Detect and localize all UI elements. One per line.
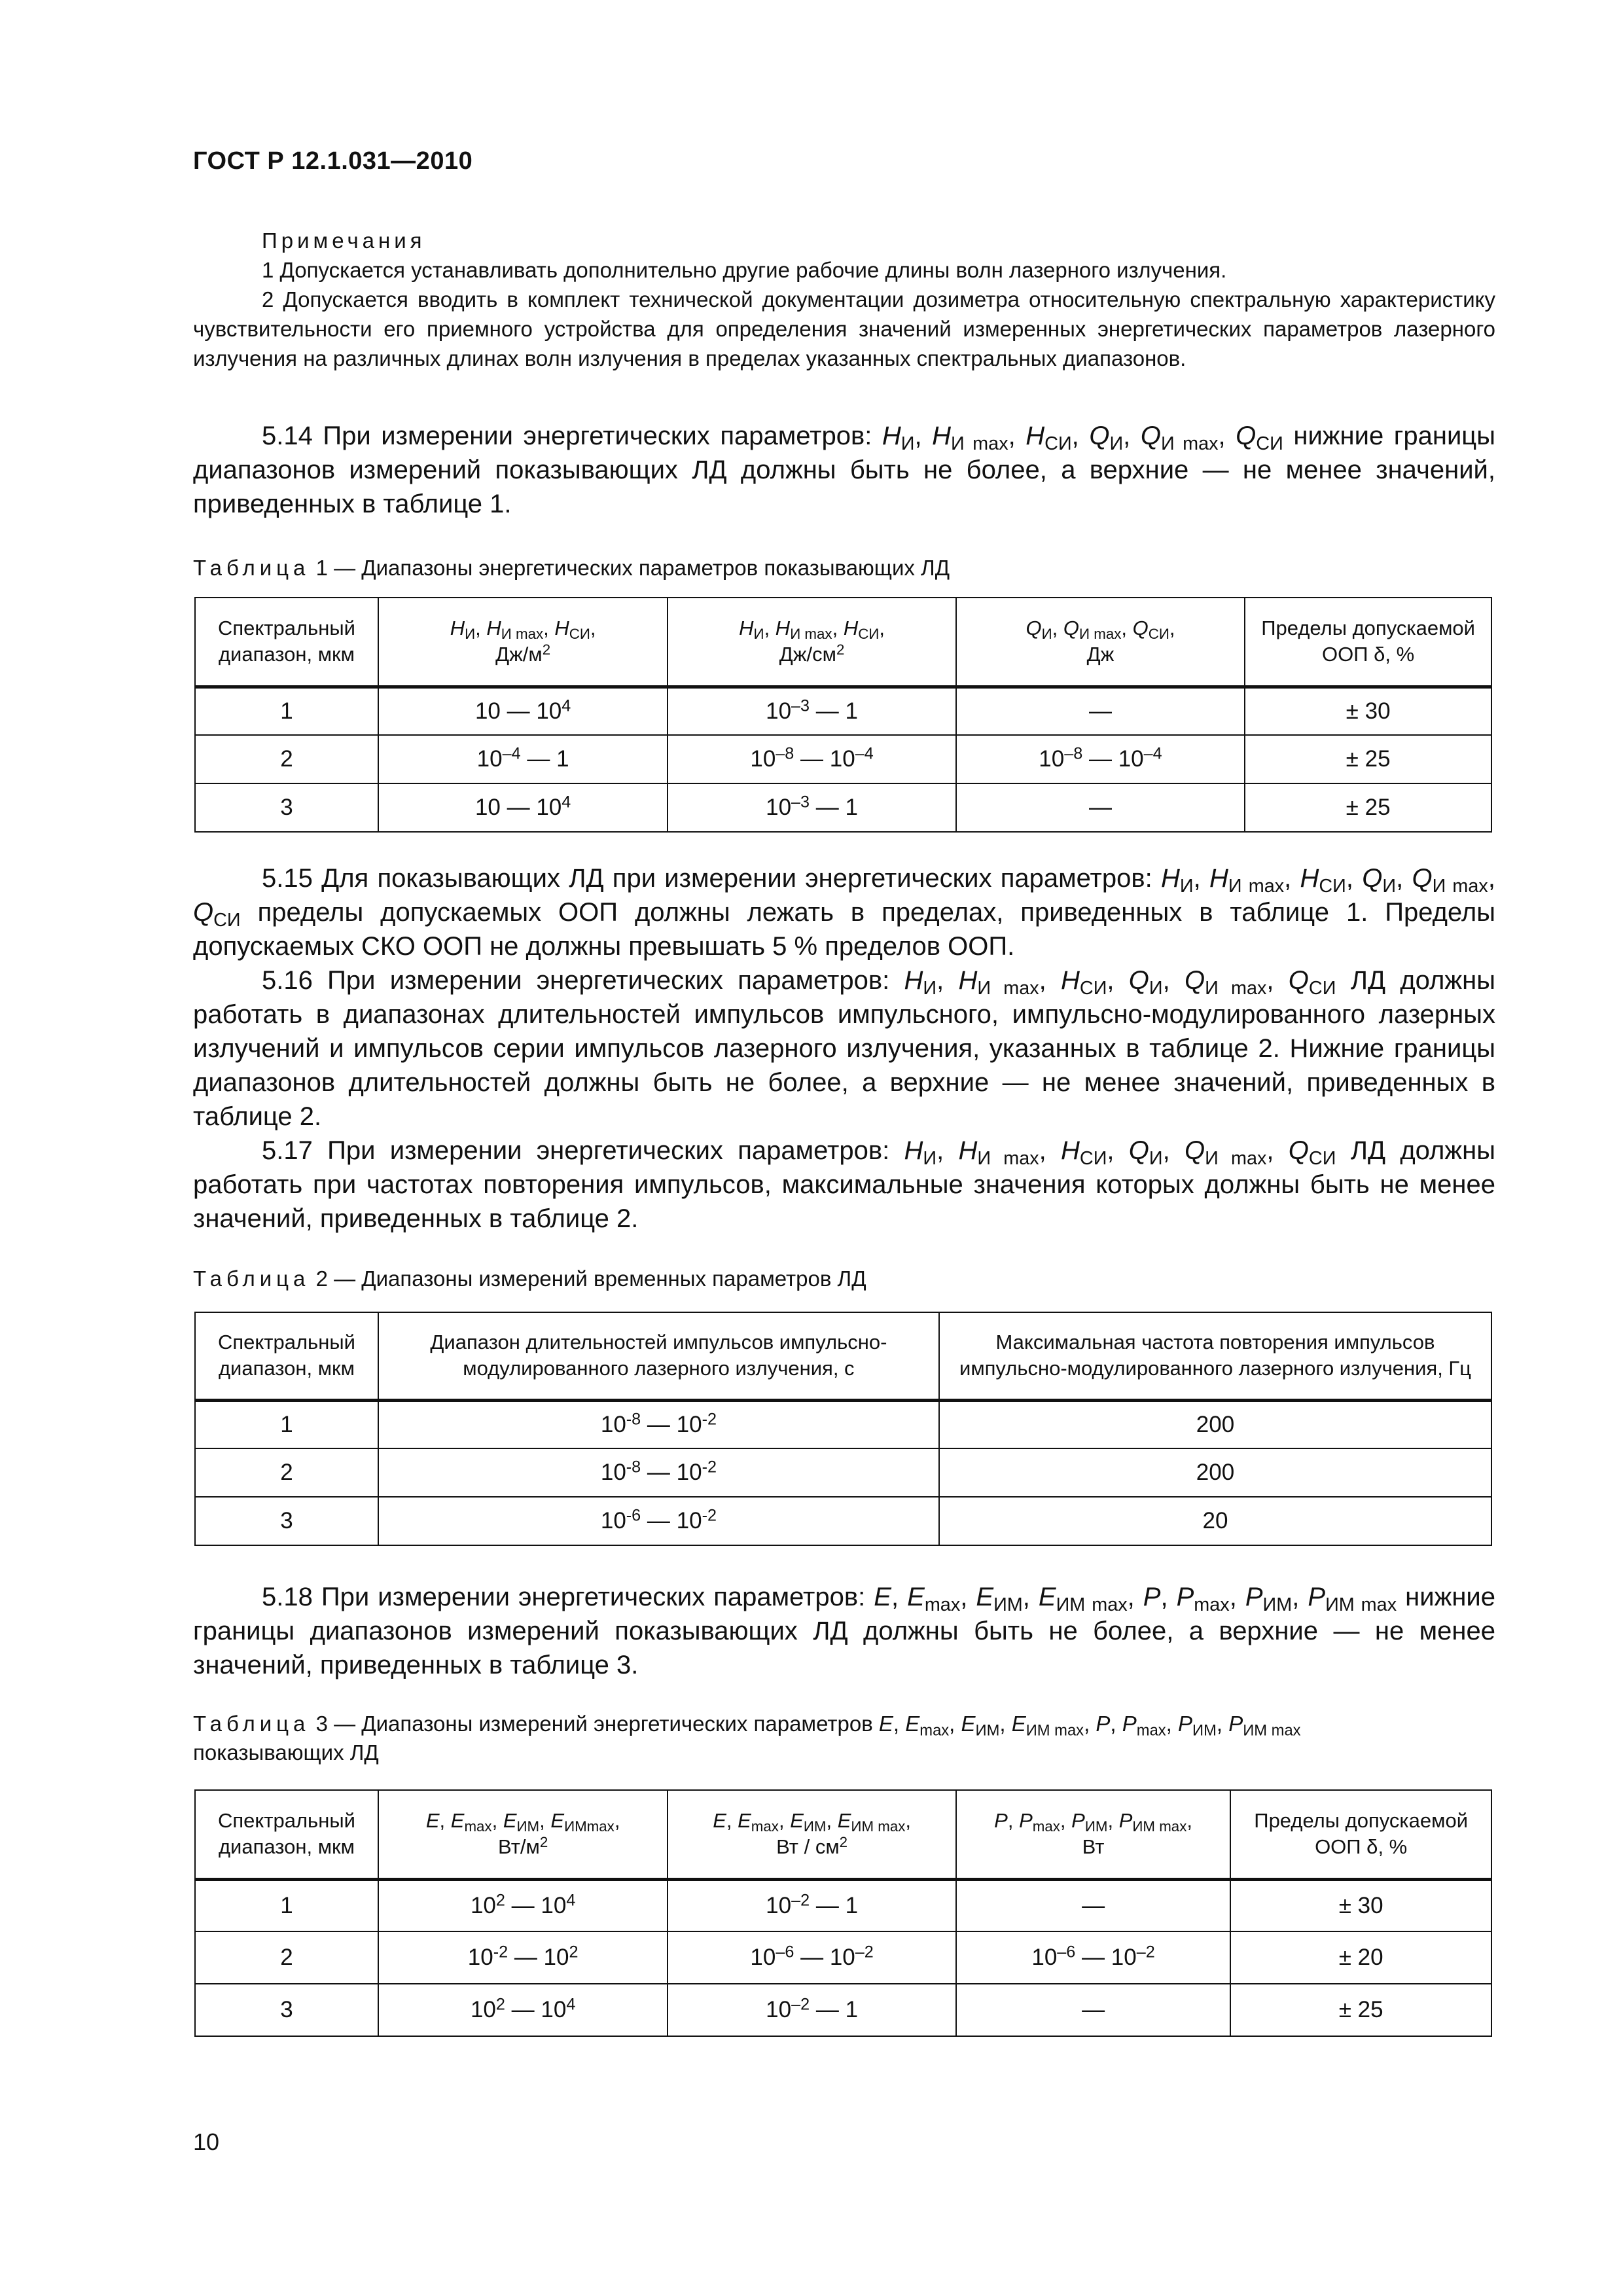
table-2 xyxy=(194,1312,1492,1546)
table-2-header-frequency: Максимальная частота повторения импульсов импульсно-модулированного лазерного излучения, Гц xyxy=(939,1312,1491,1400)
table-2-caption: Таблица 2 — Диапазоны измерений временных параметров ЛД xyxy=(193,1266,866,1291)
document-header: ГОСТ Р 12.1.031—2010 xyxy=(193,147,473,175)
notes-title: Примечания xyxy=(262,228,426,253)
table-1-header-q: $Q_И$, $Q_{И max}$, $Q_{СИ}$, Дж xyxy=(956,598,1245,687)
table-3-header-p: P, $P_{max}$, $P_{ИМ}$, $P_{ИМ max}$, Вт xyxy=(956,1790,1230,1879)
table-row: 3 10 — $10^4$ $10^{-3}$ — 1 — ± 25 xyxy=(195,783,1491,832)
table-row: 2 $10^{-8}$ — $10^{-2}$ 200 xyxy=(195,1448,1491,1497)
paragraph-5-15: 5.15 Для показывающих ЛД при измерении энергетических параметров: $H_И$, $H_{И max}$, $H_{СИ}$, $Q_И$, $Q_{И max}$, $Q_{СИ}$ пределы допускаемых ООП должны лежать в пределах, приведенных в таблице 1. Пределы допускаемых СКО ООП не должны превышать 5 % пределов ООП. xyxy=(193,864,1495,961)
table-3 xyxy=(194,1789,1492,2037)
paragraph-5-14: 5.14 При измерении энергетических параметров: $H_И$, $H_{И max}$, $H_{СИ}$, $Q_И$, $Q_{И max}$, $Q_{СИ}$ нижние границы диапазонов измерений показывающих ЛД должны быть не более, а верхние — не менее значений, приведенных в таблице 1. xyxy=(193,422,1495,518)
table-row: 1 $10^2$ — $10^4$ $10^{-2}$ — 1 — ± 30 xyxy=(195,1879,1491,1931)
table-1-header-h-m2: $H_И$, $H_{И max}$, $H_{СИ}$, $Дж/м^2$ xyxy=(378,598,668,687)
table-3-header-e-cm2: E, $E_{max}$, $E_{ИМ}$, $E_{ИМ max}$, Вт / $см^2$ xyxy=(668,1790,955,1879)
table-1-caption: Таблица 1 — Диапазоны энергетических параметров показывающих ЛД xyxy=(193,556,950,580)
note-2: 2 Допускается вводить в комплект технической документации дозиметра относительную спектральную характеристику чувствительности его приемного устройства для определения значений измеренных энергетических параметров лазерного излучения на различных длинах волн излучения в пределах указанных спектральных диапазонов. xyxy=(193,287,1495,370)
table-1-header-spectral: Спектральный диапазон, мкм xyxy=(195,598,378,687)
table-row: 3 $10^{-6}$ — $10^{-2}$ 20 xyxy=(195,1497,1491,1545)
table-row: 1 $10^{-8}$ — $10^{-2}$ 200 xyxy=(195,1400,1491,1448)
table-3-header-error: Пределы допускаемой ООП δ, % xyxy=(1230,1790,1491,1879)
paragraph-5-16: 5.16 При измерении энергетических параметров: $H_И$, $H_{И max}$, $H_{СИ}$, $Q_И$, $Q_{И max}$, $Q_{СИ}$ ЛД должны работать в диапазонах длительностей импульсов импульсного, импульсно-модулированного лазерных излучений и импульсов серии импульсов лазерного излучения, указанных в таблице 2. Нижние границы диапазонов длительностей должны быть не более, а верхние — не менее значений, приведенных в таблице 2. xyxy=(193,966,1495,1131)
table-row: 2 $10^{-4}$ — 1 $10^{-8}$ — $10^{-4}$ $10^{-8}$ — $10^{-4}$ ± 25 xyxy=(195,735,1491,783)
table-3-header-spectral: Спектральный диапазон, мкм xyxy=(195,1790,378,1879)
notes-block xyxy=(193,226,1495,373)
paragraph-5-17: 5.17 При измерении энергетических параметров: $H_И$, $H_{И max}$, $H_{СИ}$, $Q_И$, $Q_{И max}$, $Q_{СИ}$ ЛД должны работать при частотах повторения импульсов, максимальные значения которых должны быть не менее значений, приведенных в таблице 2. xyxy=(193,1136,1495,1233)
note-1: 1 Допускается устанавливать дополнительно другие рабочие длины волн лазерного излучения. xyxy=(262,258,1227,282)
table-3-caption: Таблица 3 — Диапазоны измерений энергетических параметров E, $E_{max}$, $E_{ИМ}$, $E_{ИМ max}$, P, $P_{max}$, $P_{ИМ}$, $P_{ИМ max}$ показывающих ЛД xyxy=(193,1712,1301,1765)
page-number: 10 xyxy=(193,2128,220,2155)
table-row: 1 10 — $10^4$ $10^{-3}$ — 1 — ± 30 xyxy=(195,687,1491,735)
table-3-header-e-m2: E, $E_{max}$, $E_{ИМ}$, $E_{ИМmax}$, $Вт/м^2$ xyxy=(378,1790,668,1879)
paragraph-5-18: 5.18 При измерении энергетических параметров: E, $E_{max}$, $E_{ИМ}$, $E_{ИМ max}$, P, $P_{max}$, $P_{ИМ}$, $P_{ИМ max}$ нижние границы диапазонов измерений показывающих ЛД должны быть не более, а верхние — не менее значений, приведенных в таблице 3. xyxy=(193,1583,1496,1679)
table-1-header-h-cm2: $H_И$, $H_{И max}$, $H_{СИ}$, $Дж/см^2$ xyxy=(668,598,955,687)
table-row: 2 $10^{-2}$ — $10^2$ $10^{-6}$ — $10^{-2}$ $10^{-6}$ — $10^{-2}$ ± 20 xyxy=(195,1931,1491,1984)
table-row: 3 $10^2$ — $10^4$ $10^{-2}$ — 1 — ± 25 xyxy=(195,1984,1491,2036)
table-1-header-error: Пределы допускаемой ООП δ, % xyxy=(1245,598,1491,687)
table-2-header-duration: Диапазон длительностей импульсов импульсно-модулированного лазерного излучения, с xyxy=(378,1312,939,1400)
table-1 xyxy=(194,597,1492,833)
paragraphs-5-15-to-5-17 xyxy=(193,861,1495,1236)
table-2-header-spectral: Спектральный диапазон, мкм xyxy=(195,1312,378,1400)
